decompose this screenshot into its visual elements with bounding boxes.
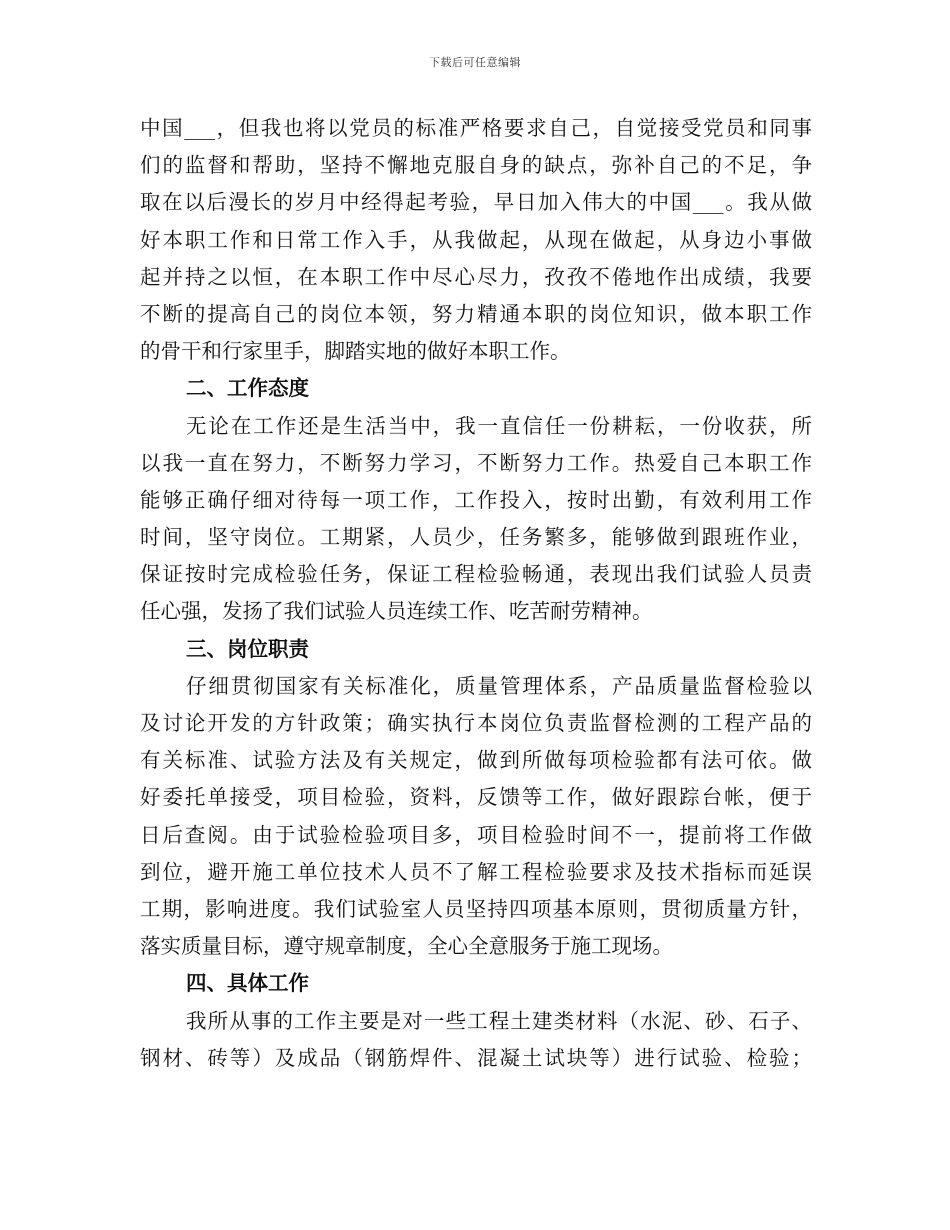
paragraph-line: 钢材、砖等）及成品（钢筋焊件、混凝土试块等）进行试验、检验； <box>140 1045 812 1070</box>
paragraph-line: 保证按时完成检验任务，保证工程检验畅通，表现出我们试验人员责 <box>140 562 812 587</box>
paragraph-line: 起并持之以恒，在本职工作中尽心尽力，孜孜不倦地作出成绩，我要 <box>140 264 812 289</box>
paragraph-line: 中国___，但我也将以党员的标准严格要求自己，自觉接受党员和同事 <box>140 116 812 140</box>
paragraph-line: 到位，避开施工单位技术人员不了解工程检验要求及技术指标而延误 <box>140 859 812 884</box>
paragraph-line: 以我一直在努力，不断努力学习，不断努力工作。热爱自己本职工作 <box>140 450 812 475</box>
paragraph-line: 能够正确仔细对待每一项工作，工作投入，按时出勤，有效利用工作 <box>140 487 812 512</box>
paragraph-line: 仔细贯彻国家有关标准化，质量管理体系，产品质量监督检验以 <box>186 673 812 698</box>
paragraph-line: 不断的提高自己的岗位本领，努力精通本职的岗位知识，做本职工作 <box>140 301 812 326</box>
paragraph-line: 工期，影响进度。我们试验室人员坚持四项基本原则，贯彻质量方针， <box>140 896 812 921</box>
paragraph-line: 有关标准、试验方法及有关规定，做到所做每项检验都有法可依。做 <box>140 748 812 773</box>
section-heading-specific-work: 四、具体工作 <box>186 971 309 996</box>
paragraph-line: 日后查阅。由于试验检验项目多，项目检验时间不一，提前将工作做 <box>140 822 812 847</box>
paragraph-line: 落实质量目标，遵守规章制度，全心全意服务于施工现场。 <box>140 934 673 959</box>
section-heading-work-attitude: 二、工作态度 <box>186 376 309 401</box>
paragraph-line: 好委托单接受，项目检验，资料，反馈等工作，做好跟踪台帐，便于 <box>140 785 812 810</box>
paragraph-line: 好本职工作和日常工作入手，从我做起，从现在做起，从身边小事做 <box>140 227 812 252</box>
paragraph-line: 时间，坚守岗位。工期紧，人员少，任务繁多，能够做到跟班作业， <box>140 525 812 550</box>
paragraph-line: 取在以后漫长的岁月中经得起考验，早日加入伟大的中国___。我从做 <box>140 190 812 215</box>
paragraph-line: 任心强，发扬了我们试验人员连续工作、吃苦耐劳精神。 <box>140 599 653 624</box>
page-header: 下载后可任意编辑 <box>429 56 521 69</box>
paragraph-line: 的骨干和行家里手，脚踏实地的做好本职工作。 <box>140 339 571 364</box>
paragraph-line: 及讨论开发的方针政策；确实执行本岗位负责监督检测的工程产品的 <box>140 711 812 735</box>
paragraph-line: 我所从事的工作主要是对一些工程土建类材料（水泥、砂、石子、 <box>186 1008 812 1033</box>
section-heading-job-duties: 三、岗位职责 <box>186 636 309 661</box>
paragraph-line: 无论在工作还是生活当中，我一直信任一份耕耘，一份收获，所 <box>186 413 812 438</box>
paragraph-line: 们的监督和帮助，坚持不懈地克服自身的缺点，弥补自己的不足，争 <box>140 153 812 178</box>
document-body <box>140 110 812 1077</box>
